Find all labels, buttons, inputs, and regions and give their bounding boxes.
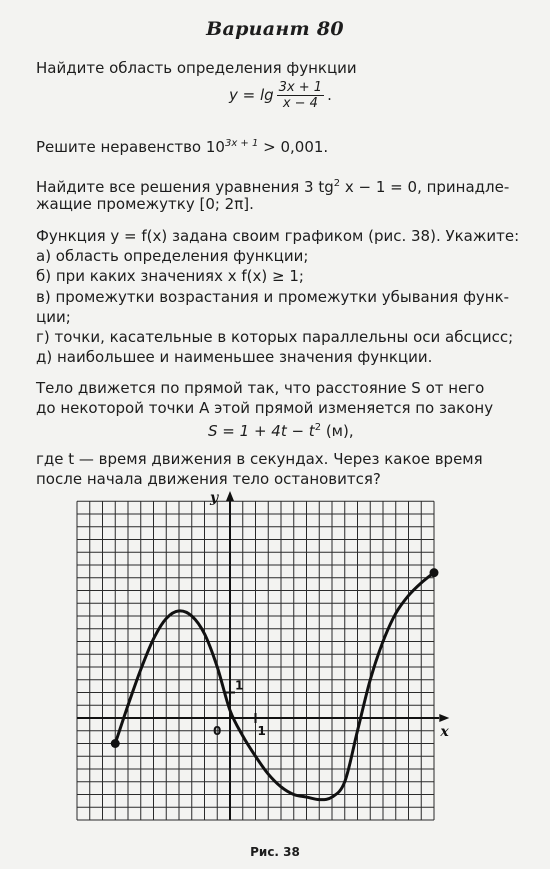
endpoint-marker	[430, 568, 439, 577]
task5-line1: Тело движется по прямой так, что расстояние S от него	[36, 379, 485, 397]
task4-item-e: д) наибольшее и наименьшее значения функции.	[36, 348, 433, 366]
task3-line1-b: x − 1 = 0, принадле-	[340, 178, 510, 196]
x-tick-label: 1	[257, 724, 266, 738]
grid	[77, 501, 434, 820]
y-axis-arrow-icon	[226, 491, 234, 501]
task4-line1: Функция y = f(x) задана своим графиком (рис. 38). Укажите:	[36, 227, 520, 245]
task3-line2: жащие промежутку [0; 2π].	[36, 195, 254, 213]
task5-line2: до некоторой точки A этой прямой изменяется по закону	[36, 399, 494, 417]
task5-line3: где t — время движения в секундах. Через какое время	[36, 450, 483, 468]
task5-formula-b: (м),	[321, 422, 354, 440]
task4-item-d: г) точки, касательные в которых параллельны оси абсцисс;	[36, 328, 514, 346]
task2-prefix: Решите неравенство 10	[36, 138, 225, 156]
task4-item-c-line2: ции;	[36, 308, 71, 326]
y-axis-label: y	[210, 490, 219, 507]
x-axis-arrow-icon	[439, 714, 449, 722]
task5-formula-a: S = 1 + 4t − t	[208, 422, 315, 440]
task4-item-a: а) область определения функции;	[36, 247, 309, 265]
endpoints	[111, 568, 439, 748]
task1-denominator: x − 4	[282, 96, 318, 111]
x-axis-label: x	[440, 724, 449, 740]
task1-text: Найдите область определения функции	[36, 59, 357, 77]
endpoint-marker	[111, 739, 120, 748]
origin-label: 0	[213, 724, 222, 738]
task1-end: .	[327, 86, 332, 104]
task1-numerator: 3x + 1	[278, 80, 323, 95]
task4-item-c-line1: в) промежутки возрастания и промежутки убывания функ-	[36, 288, 510, 306]
figure-caption: Рис. 38	[250, 845, 300, 859]
task2-suffix: > 0,001.	[258, 138, 329, 156]
task3-line1-a: Найдите все решения уравнения 3 tg	[36, 178, 334, 196]
y-tick-label: 1	[235, 678, 244, 693]
task5-formula-sup: 2	[314, 422, 322, 433]
task2-exponent: 3x + 1	[224, 138, 259, 149]
task5-line4: после начала движения тело остановится?	[36, 470, 381, 488]
variant-title: Вариант 80	[206, 18, 344, 40]
task1-formula-lhs: y = lg	[229, 86, 274, 104]
task4-item-b: б) при каких значениях x f(x) ≥ 1;	[36, 267, 304, 285]
function-curve	[115, 573, 434, 800]
task3-line1-sup: 2	[333, 178, 341, 189]
